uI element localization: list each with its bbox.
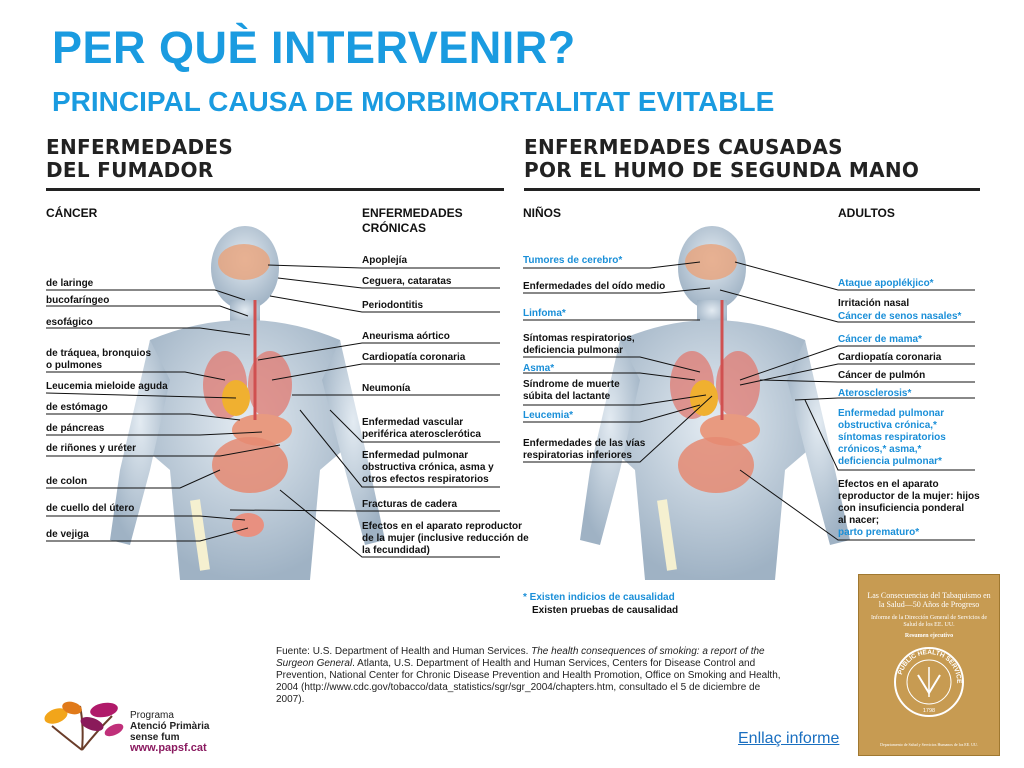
flower-logo-icon: [42, 696, 126, 754]
left-body-figure: [110, 226, 385, 580]
report-cover[interactable]: [858, 574, 1000, 756]
label-leucemia: Leucemia mieloide aguda: [46, 381, 168, 392]
label-periodontitis: Periodontitis: [362, 300, 424, 311]
adults-heading: ADULTOS: [838, 206, 895, 220]
label-vascular: Enfermedad vascular periférica aterosclerótica: [362, 417, 481, 440]
label-laringe: de laringe: [46, 278, 94, 289]
label-reproductor-adultos: Efectos en el aparato reproductor de la mujer: hijos con insuficiencia ponderal al nacer; parto prematuro*: [838, 479, 980, 538]
slide-title: PER QUÈ INTERVENIR?: [52, 22, 576, 73]
label-irritacion-nasal: Irritación nasal: [838, 298, 910, 309]
legend-plain: Existen pruebas de causalidad: [532, 605, 679, 616]
report-link[interactable]: Enllaç informe: [738, 730, 840, 747]
label-oido-medio: Enfermedades del oído medio: [523, 281, 666, 292]
label-fracturas: Fracturas de cadera: [362, 499, 458, 510]
label-colon: de colon: [46, 476, 88, 487]
slide-subtitle: PRINCIPAL CAUSA DE MORBIMORTALITAT EVITABLE: [52, 86, 775, 117]
label-ceguera: Ceguera, cataratas: [362, 276, 452, 287]
label-traquea: de tráquea, bronquios o pulmones: [46, 348, 152, 371]
label-cancer-pulmon: Cáncer de pulmón: [838, 370, 926, 381]
label-rinones: de riñones y uréter: [46, 443, 137, 454]
label-cuello-utero: de cuello del útero: [46, 503, 135, 514]
label-esofagico: esofágico: [46, 317, 93, 328]
legend-star: * Existen indicios de causalidad: [523, 592, 675, 603]
logo-text: Programa Atenció Primària sense fum www.papsf.cat: [130, 710, 210, 754]
svg-text:PUBLIC HEALTH SERVICE: PUBLIC HEALTH SERVICE: [897, 648, 963, 684]
public-health-seal-icon: [892, 645, 966, 719]
label-bucofaringeo: bucofaríngeo: [46, 295, 110, 306]
label-cardiopatia-adultos: Cardiopatía coronaria: [838, 352, 942, 363]
label-aneurisma: Aneurisma aórtico: [362, 331, 450, 342]
cancer-heading: CÁNCER: [46, 206, 98, 220]
label-apoplejia: Apoplejía: [362, 255, 408, 266]
children-heading: NIÑOS: [523, 206, 562, 220]
label-neumonia: Neumonía: [362, 383, 411, 394]
label-muerte-subita: Síndrome de muerte súbita del lactante: [523, 379, 620, 402]
chronic-heading: ENFERMEDADES CRÓNICAS: [362, 206, 463, 235]
label-asma: Asma*: [523, 363, 555, 374]
logo-url: www.papsf.cat: [130, 742, 207, 754]
label-epoc: Enfermedad pulmonar obstructiva crónica, asma y otros efectos respiratorios: [362, 450, 494, 485]
report-cover-footer: Departamento de Salud y Servicios Humanos de los EE. UU.: [880, 742, 978, 747]
left-panel-title: ENFERMEDADES DEL FUMADOR: [46, 135, 234, 182]
label-estomago: de estómago: [46, 402, 108, 413]
label-linfoma: Linfoma*: [523, 308, 566, 319]
label-vejiga: de vejiga: [46, 529, 89, 540]
svg-text:1798: 1798: [922, 708, 936, 714]
label-aterosclerosis: Aterosclerosis*: [838, 388, 912, 399]
source-citation: Fuente: U.S. Department of Health and Human Services. The health consequences of smoking: a report of the Surgeon General. Atlanta, U.S. Department of Health and Human Services, Centers for Disease Control and Prevention, National Center for Chronic Disease Prevention and Health Promotion, Office on Smoking and Health, 2004 (http://www.cdc.gov/tobacco/data_statistics/sgr/sgr_2004/chapters.htm, consultado el 5 de diciembre de 2007).: [276, 646, 781, 705]
label-ataque-apoplejico: Ataque apoplékjico*: [838, 278, 934, 289]
right-panel-title: ENFERMEDADES CAUSADAS POR EL HUMO DE SEGUNDA MANO: [524, 135, 920, 182]
label-cardiopatia: Cardiopatía coronaria: [362, 352, 466, 363]
label-vias-resp: Enfermedades de las vías respiratorias inferiores: [523, 438, 646, 461]
label-senos-nasales: Cáncer de senos nasales*: [838, 311, 962, 322]
report-cover-subtitle: Informe de la Dirección General de Servicios de Salud de los EE. UU.: [870, 615, 988, 628]
label-tumores-cerebro: Tumores de cerebro*: [523, 255, 623, 266]
label-epoc-adultos: Enfermedad pulmonar obstructiva crónica,* síntomas respiratorios crónicos,* asma,* deficiencia pulmonar*: [838, 408, 946, 467]
label-sintomas-resp: Síntomas respiratorios, deficiencia pulmonar: [523, 333, 635, 356]
report-cover-title: Las Consecuencias del Tabaquismo en la Salud—50 Años de Progreso: [867, 591, 991, 609]
label-cancer-mama: Cáncer de mama*: [838, 334, 922, 345]
report-cover-section: Resumen ejecutivo: [904, 633, 954, 639]
label-leucemia-ninos: Leucemia*: [523, 410, 574, 421]
label-reproductor: Efectos en el aparato reproductor de la mujer (inclusive reducción de la fecundidad): [362, 521, 529, 556]
label-pancreas: de páncreas: [46, 423, 105, 434]
right-body-figure: [580, 226, 850, 580]
